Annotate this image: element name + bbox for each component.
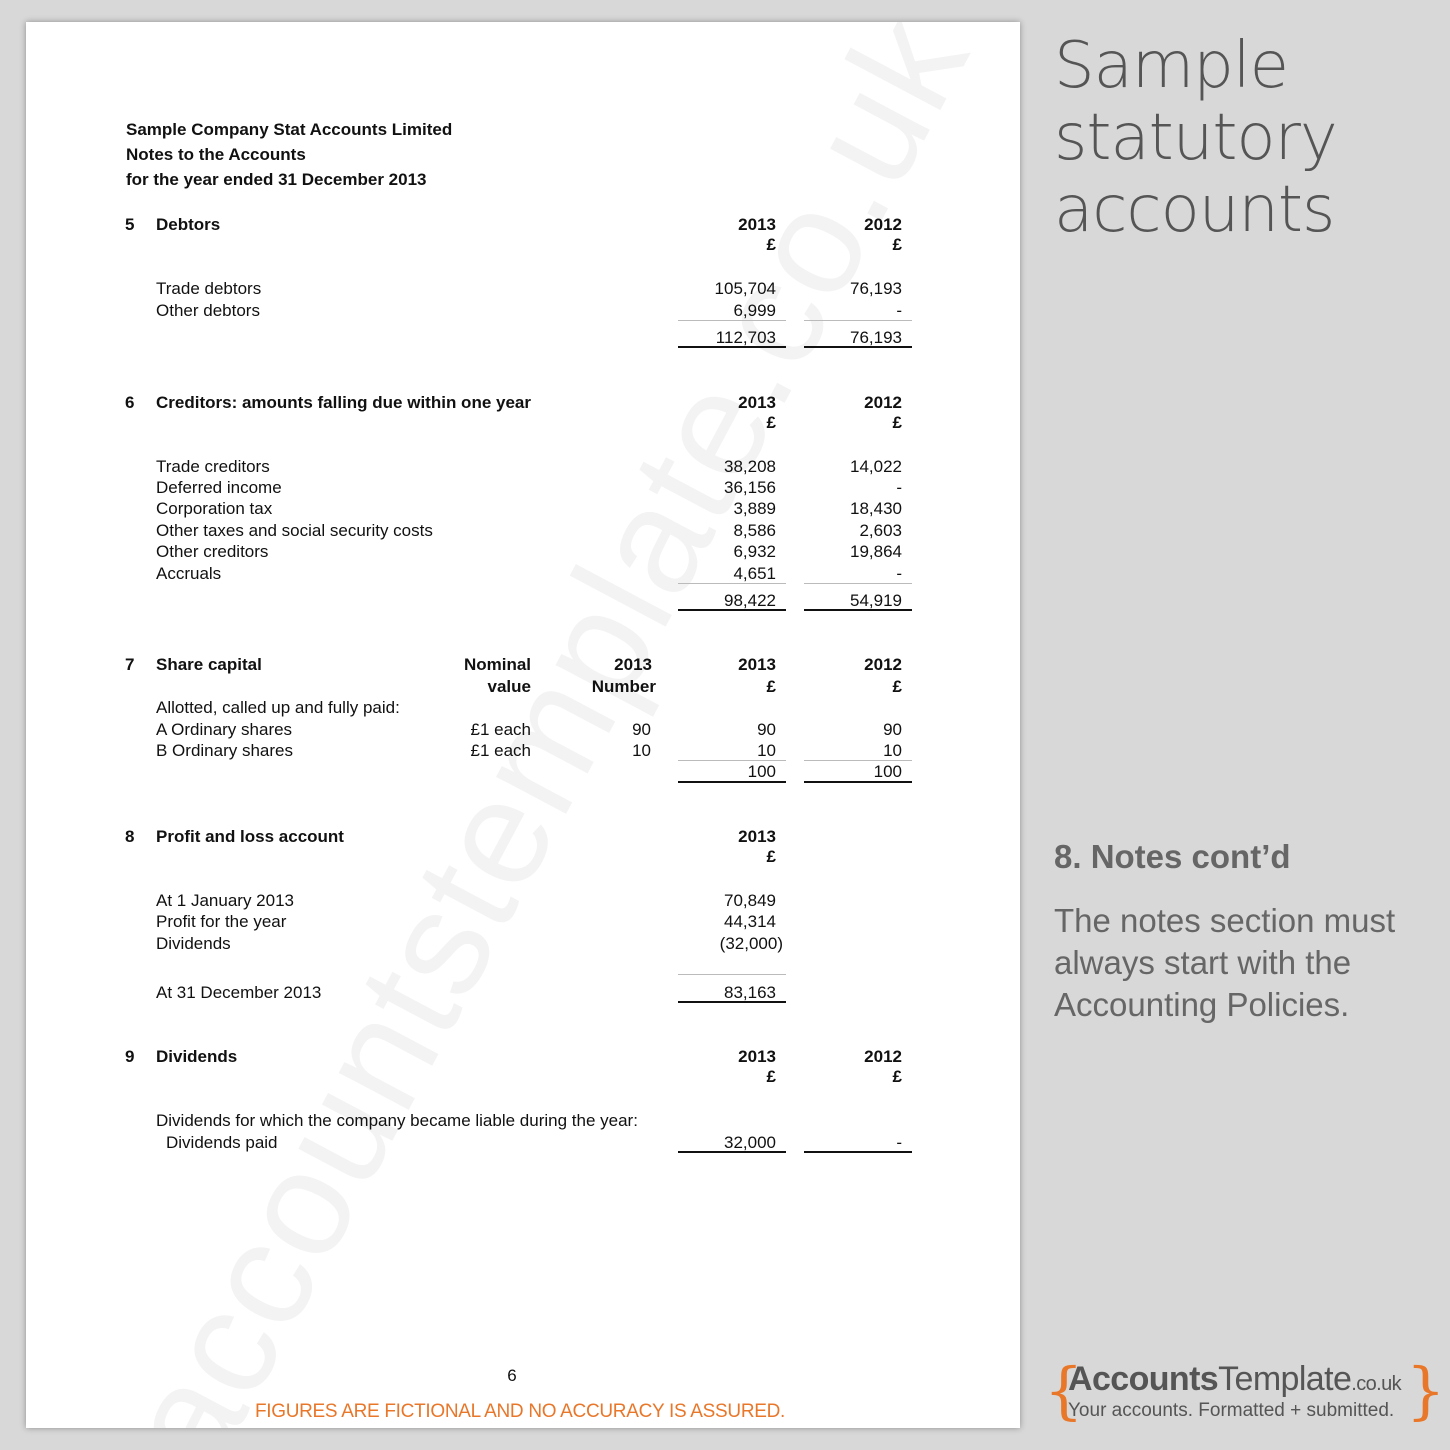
brand-logo: [1044, 1354, 1446, 1430]
value-2013: 3,889: [733, 499, 776, 518]
row-label: Dividends: [156, 934, 231, 953]
nominal-header: value: [487, 677, 531, 696]
sidebar-title-line: statutory: [1054, 101, 1337, 175]
row-label: Accruals: [156, 564, 222, 583]
value-2012: 18,430: [850, 499, 902, 518]
row-label: Other creditors: [156, 542, 269, 561]
subtotal-rule: [804, 583, 912, 584]
total-rule: [804, 1151, 912, 1153]
value-2012: -: [896, 1133, 902, 1152]
col-2013-header: 2013: [738, 393, 776, 412]
row-label: Dividends paid: [166, 1133, 278, 1152]
sidebar-heading: 8. Notes cont’d: [1054, 838, 1291, 875]
value-2013: 105,704: [714, 279, 776, 298]
total-2013: 100: [747, 762, 776, 781]
note-number: 9: [125, 1047, 135, 1066]
note-number: 8: [125, 827, 135, 846]
value-2013: (32,000): [719, 934, 783, 953]
total-2012: 76,193: [850, 328, 902, 347]
total-rule: [804, 346, 912, 348]
total-rule: [804, 781, 912, 783]
total-2012: 100: [873, 762, 902, 781]
subtotal-rule: [678, 583, 786, 584]
value-2013: 38,208: [724, 457, 776, 476]
row-label: Trade creditors: [156, 457, 270, 476]
value-2012: 19,864: [850, 542, 902, 561]
share-number: 10: [632, 741, 651, 760]
row-label: B Ordinary shares: [156, 741, 293, 760]
number-header: Number: [591, 677, 656, 696]
total-rule: [678, 609, 786, 611]
note-title: Debtors: [156, 215, 221, 234]
value-2012: -: [896, 478, 902, 497]
col-2013-header: 2013: [738, 1047, 776, 1066]
note-number: 7: [125, 655, 135, 674]
value-2012: 14,022: [850, 457, 902, 476]
row-label: Trade debtors: [156, 279, 262, 298]
note-number: 6: [125, 393, 135, 412]
currency-label: £: [766, 413, 776, 432]
note-title: Profit and loss account: [156, 827, 344, 846]
value-2013: 8,586: [733, 521, 776, 540]
note-title: Share capital: [156, 655, 262, 674]
total-2012: 54,919: [850, 591, 902, 610]
currency-label: £: [892, 235, 902, 254]
col-2012-header: 2012: [864, 1047, 902, 1066]
row-label: Other debtors: [156, 301, 260, 320]
row-label: A Ordinary shares: [156, 720, 293, 739]
col-2012-header: 2012: [864, 655, 902, 674]
subheading: Allotted, called up and fully paid:: [156, 698, 400, 717]
col-2013-header: 2013: [738, 215, 776, 234]
col-2013-header: 2013: [738, 827, 776, 846]
total-2013: 112,703: [715, 328, 776, 347]
row-label: At 1 January 2013: [156, 891, 294, 910]
value-2013: 10: [757, 741, 776, 760]
row-label: Deferred income: [156, 478, 282, 497]
note-title: Dividends: [156, 1047, 238, 1066]
value-2013: 6,932: [733, 542, 776, 561]
closing-label: At 31 December 2013: [156, 983, 322, 1002]
logo-wordmark: [1068, 1360, 1401, 1399]
currency-label: £: [766, 235, 776, 254]
total-rule: [678, 781, 786, 783]
logo-part2: Template: [1218, 1360, 1352, 1398]
sidebar-title-line: Sample: [1054, 29, 1288, 103]
logo-tagline: Your accounts. Formatted + submitted.: [1068, 1400, 1395, 1421]
value-2012: 2,603: [859, 521, 902, 540]
total-2013: 98,422: [724, 591, 776, 610]
logo-part1: Accounts: [1068, 1360, 1219, 1398]
subtotal-rule: [678, 320, 786, 321]
value-2013: 32,000: [724, 1133, 776, 1152]
value-2013: 90: [757, 720, 776, 739]
total-rule: [678, 1151, 786, 1153]
subtotal-rule: [804, 320, 912, 321]
period-text: for the year ended 31 December 2013: [126, 170, 427, 189]
accounts-page: [26, 22, 1020, 1428]
col-2013-header: 2013: [738, 655, 776, 674]
note-title: Creditors: amounts falling due within one year: [156, 393, 531, 412]
closing-2013: 83,163: [724, 983, 776, 1002]
value-2013: 70,849: [724, 891, 776, 910]
nominal-header: Nominal: [463, 655, 531, 674]
document-subtitle: Notes to the Accounts: [126, 145, 306, 164]
total-rule: [678, 346, 786, 348]
page-number: 6: [507, 1366, 517, 1385]
company-name: Sample Company Stat Accounts Limited: [126, 120, 453, 139]
col-2012-header: 2012: [864, 215, 902, 234]
currency-label: £: [892, 677, 902, 696]
left-brace-icon: {: [1044, 1354, 1084, 1427]
value-2013: 4,651: [733, 564, 776, 583]
value-2013: 44,314: [724, 912, 776, 931]
sidebar-title-line: accounts: [1054, 173, 1335, 247]
value-2012: 76,193: [850, 279, 902, 298]
currency-label: £: [766, 847, 776, 866]
dividends-description: Dividends for which the company became liable during the year:: [156, 1111, 638, 1130]
currency-label: £: [892, 1067, 902, 1086]
total-rule: [804, 609, 912, 611]
sidebar-text: The notes section must always start with the Accounting Policies.: [1054, 902, 1396, 1023]
nominal-value: £1 each: [470, 741, 531, 760]
value-2012: 90: [883, 720, 902, 739]
logo-tld: .co.uk: [1351, 1373, 1402, 1395]
row-label: Other taxes and social security costs: [156, 521, 433, 540]
note-number: 5: [125, 215, 135, 234]
currency-label: £: [766, 677, 776, 696]
col-2012-header: 2012: [864, 393, 902, 412]
value-2013: 36,156: [724, 478, 776, 497]
sidebar-title: [1054, 30, 1337, 246]
currency-label: £: [892, 413, 902, 432]
total-rule: [678, 1001, 786, 1003]
number-header: 2013: [614, 655, 652, 674]
row-label: Corporation tax: [156, 499, 273, 518]
right-brace-icon: }: [1406, 1354, 1446, 1427]
currency-label: £: [766, 1067, 776, 1086]
row-label: Profit for the year: [156, 912, 287, 931]
subtotal-rule: [678, 974, 786, 975]
share-number: 90: [632, 720, 651, 739]
value-2012: -: [896, 301, 902, 320]
value-2012: -: [896, 564, 902, 583]
value-2012: 10: [883, 741, 902, 760]
value-2013: 6,999: [733, 301, 776, 320]
nominal-value: £1 each: [470, 720, 531, 739]
disclaimer: FIGURES ARE FICTIONAL AND NO ACCURACY IS ASSURED.: [254, 1401, 786, 1422]
